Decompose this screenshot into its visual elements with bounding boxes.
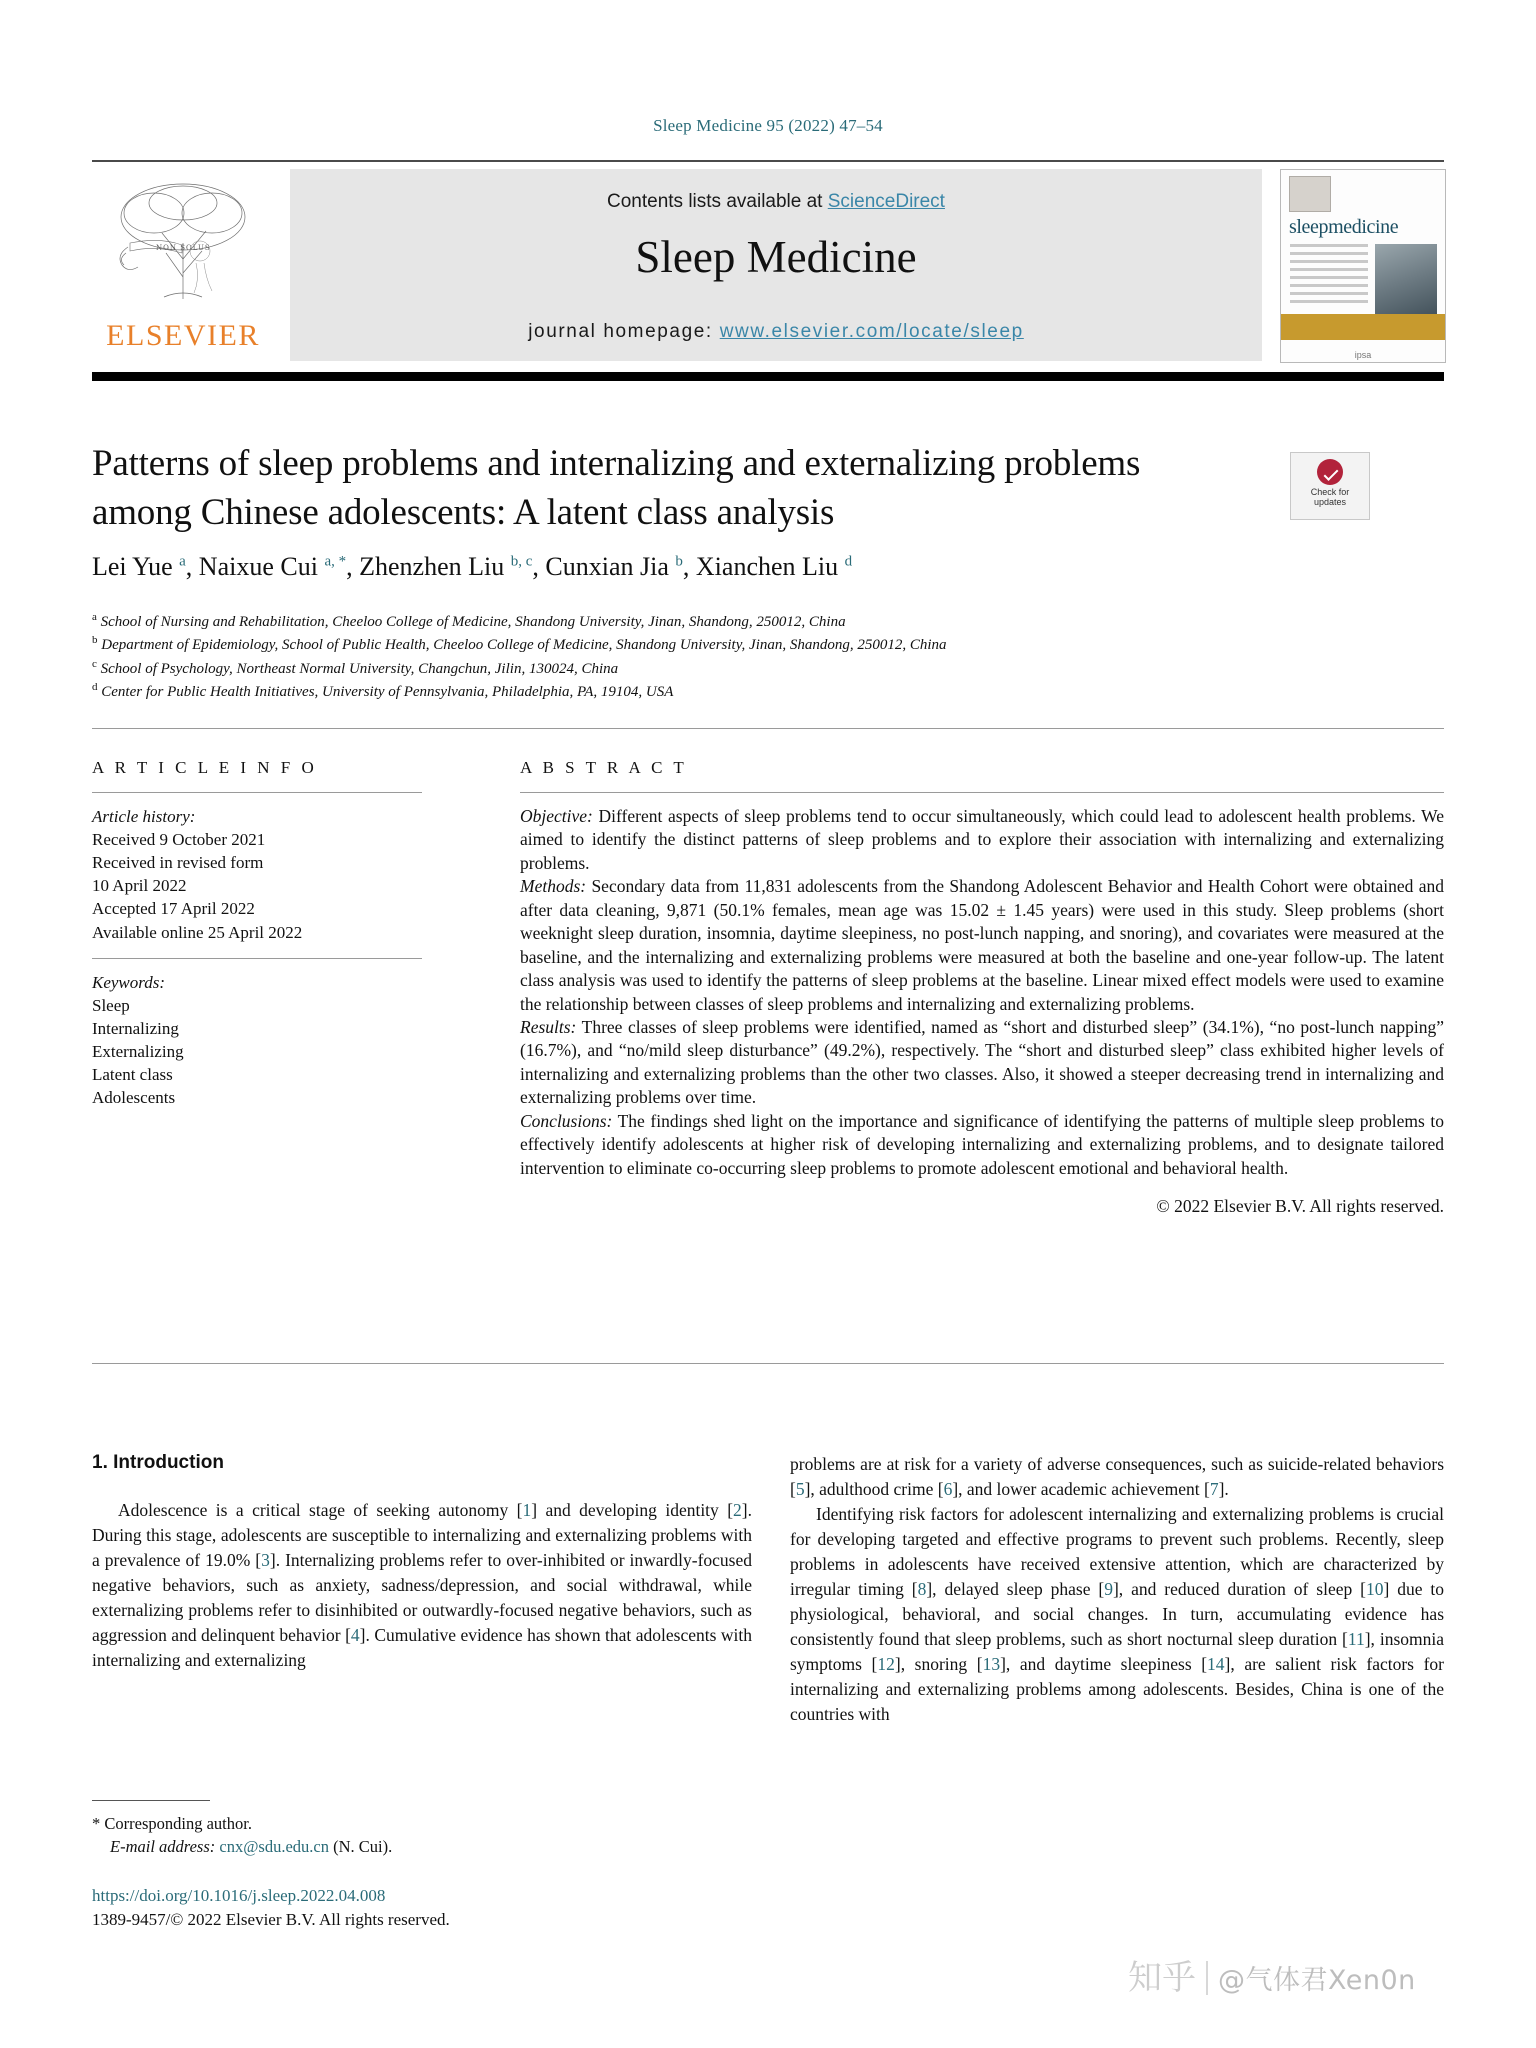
cover-masthead-block: [1289, 176, 1331, 212]
article-info-rule: [92, 792, 422, 793]
journal-title: Sleep Medicine: [635, 232, 917, 282]
email-note: [92, 1835, 732, 1858]
citation-ref[interactable]: 14: [1207, 1654, 1225, 1675]
journal-homepage-line: [290, 321, 1262, 343]
author-list: Lei Yue $^a$, Naixue Cui $^{a, *}$, Zhenzhen Liu $^{b, c}$, Cunxian Jia $^b$, Xianchen Liu $^d$: [92, 552, 853, 581]
sciencedirect-link[interactable]: ScienceDirect: [827, 191, 945, 212]
journal-cover-thumbnail: [1280, 169, 1446, 363]
affiliation-item: $^d$ Center for Public Health Initiatives, University of Pennsylvania, Philadelphia, PA, 19104, USA: [92, 680, 674, 700]
crossmark-label: [1291, 487, 1369, 508]
citation-ref[interactable]: 11: [1347, 1629, 1365, 1650]
footnote-rule: [92, 1800, 210, 1801]
article-history-item: Received 9 October 2021: [92, 830, 266, 850]
citation-ref[interactable]: 8: [917, 1579, 927, 1600]
corresponding-author-note: * Corresponding author.: [92, 1814, 252, 1833]
citation-ref[interactable]: 6: [943, 1479, 953, 1500]
citation-ref[interactable]: 12: [877, 1654, 895, 1675]
article-info-column: [92, 758, 422, 1109]
journal-homepage-link[interactable]: www.elsevier.com/locate/sleep: [719, 321, 1024, 342]
abstract-rule: [520, 792, 1444, 793]
abstract-section-label: Objective:: [520, 806, 593, 826]
affiliation-list: [92, 610, 1342, 703]
abstract-bottom-rule: [92, 1363, 1444, 1364]
body-paragraph: problems are at risk for a variety of adverse consequences, such as suicide-related behaviors [5], adulthood crime [6], and lower academic achievement [7].: [790, 1454, 1444, 1500]
email-link[interactable]: cnx@sdu.edu.cn: [219, 1837, 329, 1857]
cover-text-lines: [1290, 244, 1368, 314]
cover-footer: ipsa: [1354, 350, 1372, 360]
abstract-section-label: Conclusions:: [520, 1110, 613, 1131]
abstract-section-label: Results:: [520, 1016, 577, 1037]
article-history-item: 10 April 2022: [92, 876, 187, 896]
affiliation-item: $^c$ School of Psychology, Northeast Normal University, Changchun, Jilin, 130024, China: [92, 657, 619, 677]
footnote-block: [92, 1812, 732, 1859]
abstract-section-label: Methods:: [520, 876, 587, 897]
citation-ref[interactable]: 7: [1209, 1479, 1219, 1500]
citation-ref[interactable]: 9: [1104, 1579, 1113, 1600]
keyword-items: [92, 994, 422, 1110]
zhihu-logo-icon: 知乎: [1128, 1957, 1196, 1998]
abstract-heading: A B S T R A C T: [520, 758, 688, 777]
body-column-right: [790, 1452, 1444, 1727]
article-history-item: Accepted 17 April 2022: [92, 899, 255, 919]
running-head: Sleep Medicine 95 (2022) 47–54: [653, 116, 883, 135]
intro-paragraphs-left: [92, 1498, 752, 1673]
keywords-rule: [92, 958, 422, 959]
keywords-block: [92, 971, 422, 1110]
masthead-top-rule: [92, 160, 1444, 162]
abstract-section: Conclusions: The findings shed light on the importance and significance of identifying the patterns of multiple sleep problems to effectively identify adolescents at higher risk of developing internalizing and externalizing problems, and to designate tailored intervention to eliminate co-occurring sleep problems to promote adolescent emotional and behavioral health.: [520, 1110, 1444, 1178]
issn-copyright: 1389-9457/© 2022 Elsevier B.V. All rights reserved.: [92, 1910, 450, 1930]
citation-ref[interactable]: 1: [522, 1500, 532, 1520]
keyword-item: Internalizing: [92, 1018, 179, 1038]
article-history-label: Article history:: [92, 807, 196, 826]
keyword-item: Sleep: [92, 995, 130, 1015]
doi-link[interactable]: https://doi.org/10.1016/j.sleep.2022.04.008: [92, 1886, 386, 1905]
elsevier-tree-icon: [104, 173, 262, 305]
abstract-section: Objective: Different aspects of sleep problems tend to occur simultaneously, which could lead to adolescent health problems. We aimed to identify the distinct patterns of sleep problems and to explore their association with internalizing and externalizing problems.: [520, 806, 1444, 873]
masthead-bottom-rule: [92, 372, 1444, 381]
homepage-prefix: journal homepage:: [528, 321, 720, 342]
keyword-item: Adolescents: [92, 1088, 176, 1108]
body-column-left: [92, 1452, 752, 1673]
crossmark-icon: [1317, 459, 1343, 485]
abstract-section: Results: Three classes of sleep problems were identified, named as “short and disturbed sleep” (34.1%), “no post-lunch napping” (16.7%), and “no/mild sleep disturbance” (49.2%), respectively. The “short and disturbed sleep” class exhibited higher levels of internalizing and externalizing problems than the other two classes. Also, it showed a steeper decreasing trend in internalizing and externalizing problems over time.: [520, 1016, 1444, 1108]
intro-paragraphs-right: [790, 1452, 1444, 1727]
abstract-body: [520, 805, 1444, 1180]
abstract-section: Methods: Secondary data from 11,831 adolescents from the Shandong Adolescent Behavior and Health Cohort were obtained and after data cleaning, 9,871 (50.1% females, mean age was 15.02 ± 1.45 years) were used in this study. Sleep problems (short weeknight sleep duration, insomnia, daytime sleepiness, no post-lunch napping, and snoring), and covariates were measured at the baseline, and the internalizing and externalizing problems were measured at both the baseline and one-year follow-up. The latent class analysis was used to identify the patterns of sleep problems at the baseline. Linear mixed effect models were used to examine the relationship between classes of sleep problems and internalizing and externalizing problems.: [520, 876, 1444, 1014]
article-history-items: [92, 828, 422, 944]
crossmark-badge[interactable]: [1290, 452, 1370, 520]
contents-prefix: Contents lists available at: [607, 191, 828, 212]
watermark-handle: @气体君Xen0n: [1218, 1965, 1416, 1996]
citation-ref[interactable]: 13: [982, 1654, 1001, 1675]
masthead-body: [92, 169, 1444, 361]
citation-ref[interactable]: 4: [350, 1625, 360, 1646]
watermark-divider: [1206, 1961, 1208, 1995]
citation-ref[interactable]: 2: [733, 1500, 742, 1520]
affiliation-item: $^a$ School of Nursing and Rehabilitation, Cheeloo College of Medicine, Shandong University, Jinan, Shandong, 250012, China: [92, 611, 846, 630]
citation-ref[interactable]: 5: [795, 1479, 805, 1500]
citation-ref[interactable]: 3: [261, 1550, 270, 1571]
email-suffix: (N. Cui).: [333, 1837, 393, 1857]
crossmark-line1: Check for: [1310, 487, 1350, 497]
section-heading-introduction: 1. Introduction: [92, 1452, 224, 1473]
info-section-top-rule: [92, 728, 1444, 729]
affiliation-item: $^b$ Department of Epidemiology, School of Public Health, Cheeloo College of Medicine, Shandong University, Jinan, Shandong, 250012, China: [92, 634, 947, 654]
cover-title: sleepmedicine: [1289, 216, 1399, 238]
keywords-label: Keywords:: [92, 972, 166, 992]
abstract-rights: © 2022 Elsevier B.V. All rights reserved.: [1156, 1196, 1444, 1216]
article-history-item: Received in revised form: [92, 853, 264, 873]
crossmark-line2: updates: [1313, 497, 1347, 508]
abstract-column: [520, 758, 1444, 1217]
cover-color-band: [1281, 314, 1445, 340]
email-label: E-mail address:: [110, 1837, 216, 1857]
page-title: Patterns of sleep problems and internalizing and externalizing problems among Chinese adolescents: A latent class analysis: [92, 443, 1141, 533]
citation-ref[interactable]: 10: [1365, 1579, 1384, 1600]
cover-photo: [1375, 244, 1437, 314]
elsevier-logo: [92, 169, 274, 361]
body-paragraph: Adolescence is a critical stage of seeking autonomy [1] and developing identity [2]. During this stage, adolescents are susceptible to internalizing and externalizing problems with a prevalence of 19.0% [3]. Internalizing problems refer to over-inhibited or inwardly-focused negative behaviors, such as anxiety, sadness/depression, and social withdrawal, while externalizing problems refer to disinhibited or outwardly-focused negative behaviors, such as aggression and delinquent behavior [4]. Cumulative evidence has shown that adolescents with internalizing and externalizing: [92, 1500, 752, 1671]
svg-text:NON SOLUS: NON SOLUS: [156, 244, 211, 252]
journal-header-box: [290, 169, 1262, 361]
keyword-item: Externalizing: [92, 1041, 184, 1061]
contents-lists-line: [290, 191, 1262, 213]
elsevier-wordmark: ELSEVIER: [106, 319, 260, 352]
title-block: [92, 440, 1212, 538]
keyword-item: Latent class: [92, 1065, 173, 1085]
article-info-heading: A R T I C L E I N F O: [92, 758, 318, 777]
article-history-item: Available online 25 April 2022: [92, 922, 303, 942]
doi-block: [92, 1884, 792, 1932]
article-history: [92, 805, 422, 944]
body-paragraph: Identifying risk factors for adolescent internalizing and externalizing problems is crucial for developing targeted and effective programs to prevent such problems. Recently, sleep problems in adolescents have received extensive attention, which are characterized by irregular timing [8], delayed sleep phase [9], and reduced duration of sleep [10] due to physiological, behavioral, and social changes. In turn, accumulating evidence has consistently found that sleep problems, such as short nocturnal sleep duration [11], insomnia symptoms [12], snoring [13], and daytime sleepiness [14], are salient risk factors for internalizing and externalizing problems among adolescents. Besides, China is one of the countries with: [790, 1504, 1444, 1725]
watermark: [1128, 1958, 1416, 1997]
